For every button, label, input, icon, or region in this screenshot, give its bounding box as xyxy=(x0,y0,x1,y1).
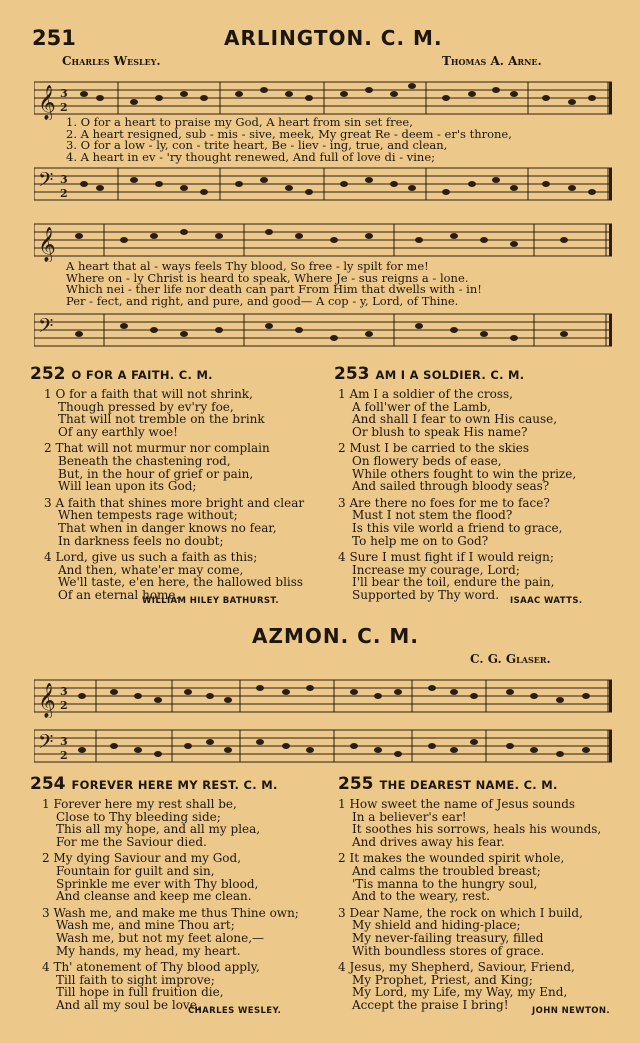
verse-line: And drives away his fear. xyxy=(352,834,505,849)
arlington-treble-staff-1 xyxy=(34,78,612,120)
svg-text:3: 3 xyxy=(60,735,68,748)
verse-line: 4 Jesus, my Shepherd, Saviour, Friend, xyxy=(338,960,575,975)
verse-line: My Prophet, Priest, and King; xyxy=(352,972,533,987)
hymn-252-verses xyxy=(44,388,304,606)
verse-line: Fountain for guilt and sin, xyxy=(56,863,215,878)
arlington-lyrics-2 xyxy=(66,261,606,307)
svg-text:𝄢: 𝄢 xyxy=(38,168,54,196)
verse-line: 1 How sweet the name of Jesus sounds xyxy=(338,797,576,811)
hymn-number: 253 xyxy=(334,364,370,384)
verse xyxy=(44,551,304,601)
svg-text:𝄢: 𝄢 xyxy=(38,730,54,758)
svg-text:𝄞: 𝄞 xyxy=(38,683,56,718)
hymn-255-verses xyxy=(338,798,601,1016)
verse-line: My shield and hiding-place; xyxy=(352,918,521,933)
verse-line: 4 Sure I must fight if I would reign; xyxy=(338,550,554,565)
verse-line: Till hope in full fruition die, xyxy=(56,985,224,1000)
verse-line: That will not tremble on the brink xyxy=(58,412,265,427)
lyric-line: 2. A heart resigned, sub - mis - sive, meek, My great Re - deem - er's throne, xyxy=(66,126,512,141)
verse-line: My never-failing treasury, filled xyxy=(352,930,544,945)
verse-line: And calms the troubled breast; xyxy=(352,863,541,878)
hymn-number: 252 xyxy=(30,364,66,384)
verse-line: And sailed through bloody seas? xyxy=(352,479,550,494)
hymn-number: 255 xyxy=(338,774,374,794)
lyric-line: Which nei - ther life nor death can part From Him that dwells with - in! xyxy=(66,282,482,296)
hymn-title: FOREVER HERE MY REST. C. M. xyxy=(71,778,278,792)
svg-text:3: 3 xyxy=(60,87,68,100)
verse-line: To help me on to God? xyxy=(352,533,489,548)
verse-line: My hands, my head, my heart. xyxy=(56,943,241,958)
verse-line: When tempests rage without; xyxy=(58,508,238,523)
page-number: 251 xyxy=(32,26,76,50)
hymn-number: 254 xyxy=(30,774,66,794)
verse xyxy=(42,852,299,902)
verse-line: It soothes his sorrows, heals his wounds, xyxy=(352,822,602,837)
verse xyxy=(42,907,299,957)
verse-line: Wash me, and mine Thou art; xyxy=(56,918,235,933)
verse-line: 4 Th' atonement of Thy blood apply, xyxy=(42,960,260,975)
verse-line: For me the Saviour died. xyxy=(56,834,207,849)
hymn-254-verses xyxy=(42,798,299,1016)
hymn-254-author: CHARLES WESLEY. xyxy=(188,1006,282,1016)
svg-text:2: 2 xyxy=(60,187,68,200)
svg-text:𝄢: 𝄢 xyxy=(38,314,54,342)
verse xyxy=(338,798,601,848)
verse-line: A foll'wer of the Lamb, xyxy=(352,399,491,414)
verse-line: And then, whate'er may come, xyxy=(58,562,244,577)
hymn-253-verses xyxy=(338,388,576,606)
verse xyxy=(338,551,576,601)
arlington-music-credit: Thomas A. Arne. xyxy=(442,54,542,68)
hymn-title: AM I A SOLDIER. C. M. xyxy=(375,368,525,382)
arlington-title: ARLINGTON. C. M. xyxy=(224,26,443,50)
verse-line: 1 Forever here my rest shall be, xyxy=(42,797,237,811)
verse-line: Accept the praise I bring! xyxy=(352,997,509,1012)
arlington-bass-staff-2 xyxy=(34,310,612,352)
verse-line: Wash me, but not my feet alone,— xyxy=(56,930,265,945)
verse-line: Of an eternal home. xyxy=(58,587,180,602)
verse-line: In darkness feels no doubt; xyxy=(58,533,224,548)
verse-line: And all my soul be love. xyxy=(56,997,201,1012)
verse-line: Or blush to speak His name? xyxy=(352,424,528,439)
verse-line: And cleanse and keep me clean. xyxy=(56,889,252,904)
lyric-line: 1. O for a heart to praise my God, A heart from sin set free, xyxy=(66,115,413,129)
verse-line: 1 O for a faith that will not shrink, xyxy=(44,387,253,401)
verse xyxy=(44,442,304,492)
arlington-bass-staff-1 xyxy=(34,164,612,206)
verse-line: On flowery beds of ease, xyxy=(352,453,502,468)
verse-line: My Lord, my Life, my Way, my End, xyxy=(352,985,568,1000)
verse-line: Supported by Thy word. xyxy=(352,587,500,602)
verse-line: In a believer's ear! xyxy=(352,809,467,824)
verse xyxy=(338,388,576,438)
verse-line: Must I not stem the flood? xyxy=(352,508,513,523)
verse-line: Though pressed by ev'ry foe, xyxy=(58,399,234,414)
verse-line: 4 Lord, give us such a faith as this; xyxy=(44,550,258,565)
hymn-253-heading xyxy=(334,364,524,384)
lyric-line: Where on - ly Christ is heard to speak, Where Je - sus reigns a - lone. xyxy=(66,270,469,285)
verse xyxy=(338,852,601,902)
verse-line: 3 Wash me, and make me thus Thine own; xyxy=(42,905,299,920)
verse-line: Till faith to sight improve; xyxy=(56,972,215,987)
verse-line: 3 Dear Name, the rock on which I build, xyxy=(338,905,583,920)
svg-text:2: 2 xyxy=(60,749,68,762)
azmon-bass-staff xyxy=(34,726,612,768)
verse-line: 3 Are there no foes for me to face? xyxy=(338,495,550,510)
lyric-line: A heart that al - ways feels Thy blood, So free - ly spilt for me! xyxy=(66,259,429,273)
azmon-treble-staff xyxy=(34,676,612,718)
verse-line: 2 My dying Saviour and my God, xyxy=(42,851,242,866)
svg-text:𝄞: 𝄞 xyxy=(38,85,56,120)
verse-line: And shall I fear to own His cause, xyxy=(352,412,558,427)
azmon-title: AZMON. C. M. xyxy=(252,624,419,648)
verse-line: With boundless stores of grace. xyxy=(352,943,545,958)
verse xyxy=(338,442,576,492)
verse-line: Sprinkle me ever with Thy blood, xyxy=(56,876,259,891)
verse-line: Of any earthly woe! xyxy=(58,424,178,439)
hymn-254-heading xyxy=(30,774,278,794)
svg-text:2: 2 xyxy=(60,101,68,114)
verse-line: This all my hope, and all my plea, xyxy=(56,822,261,837)
hymn-255-author: JOHN NEWTON. xyxy=(532,1006,611,1016)
hymn-title: O FOR A FAITH. C. M. xyxy=(71,368,213,382)
verse-line: 2 Must I be carried to the skies xyxy=(338,441,530,456)
arlington-treble-staff-2 xyxy=(34,220,612,262)
verse xyxy=(44,388,304,438)
verse-line: And to the weary, rest. xyxy=(352,889,490,904)
verse xyxy=(338,907,601,957)
verse-line: But, in the hour of grief or pain, xyxy=(58,466,254,481)
verse xyxy=(42,798,299,848)
verse-line: Increase my courage, Lord; xyxy=(352,562,520,577)
verse-line: I'll bear the toil, endure the pain, xyxy=(352,575,555,590)
hymn-255-heading xyxy=(338,774,558,794)
svg-text:2: 2 xyxy=(60,699,68,712)
lyric-line: Per - fect, and right, and pure, and good— A cop - y, Lord, of Thine. xyxy=(66,293,459,308)
verse-line: 1 Am I a soldier of the cross, xyxy=(338,387,513,401)
hymn-252-heading xyxy=(30,364,213,384)
verse-line: 'Tis manna to the hungry soul, xyxy=(352,876,538,891)
verse-line: 2 That will not murmur nor complain xyxy=(44,441,270,456)
arlington-words-credit: Charles Wesley. xyxy=(62,54,161,68)
verse-line: While others fought to win the prize, xyxy=(352,466,577,481)
verse-line: Is this vile world a friend to grace, xyxy=(352,520,563,535)
verse-line: That when in danger knows no fear, xyxy=(58,520,277,535)
hymn-252-author: WILLIAM HILEY BATHURST. xyxy=(142,596,279,606)
lyric-line: 4. A heart in ev - 'ry thought renewed, And full of love di - vine; xyxy=(66,149,436,164)
lyric-line: 3. O for a low - ly, con - trite heart, Be - liev - ing, true, and clean, xyxy=(66,138,448,152)
hymn-253-author: ISAAC WATTS. xyxy=(510,596,583,606)
azmon-music-credit: C. G. Glaser. xyxy=(470,652,551,666)
verse xyxy=(44,497,304,547)
verse-line: We'll taste, e'en here, the hallowed bliss xyxy=(58,575,304,590)
verse-line: 2 It makes the wounded spirit whole, xyxy=(338,851,565,866)
verse-line: 3 A faith that shines more bright and clear xyxy=(44,495,305,510)
verse xyxy=(42,961,299,1011)
svg-text:𝄞: 𝄞 xyxy=(38,227,56,262)
verse-line: Beneath the chastening rod, xyxy=(58,453,231,468)
verse-line: Will lean upon its God; xyxy=(58,479,197,494)
verse-line: Close to Thy bleeding side; xyxy=(56,809,221,824)
hymn-title: THE DEAREST NAME. C. M. xyxy=(379,778,558,792)
arlington-lyrics-1 xyxy=(66,117,606,163)
verse xyxy=(338,497,576,547)
svg-text:3: 3 xyxy=(60,173,68,186)
svg-text:3: 3 xyxy=(60,685,68,698)
verse xyxy=(338,961,601,1011)
